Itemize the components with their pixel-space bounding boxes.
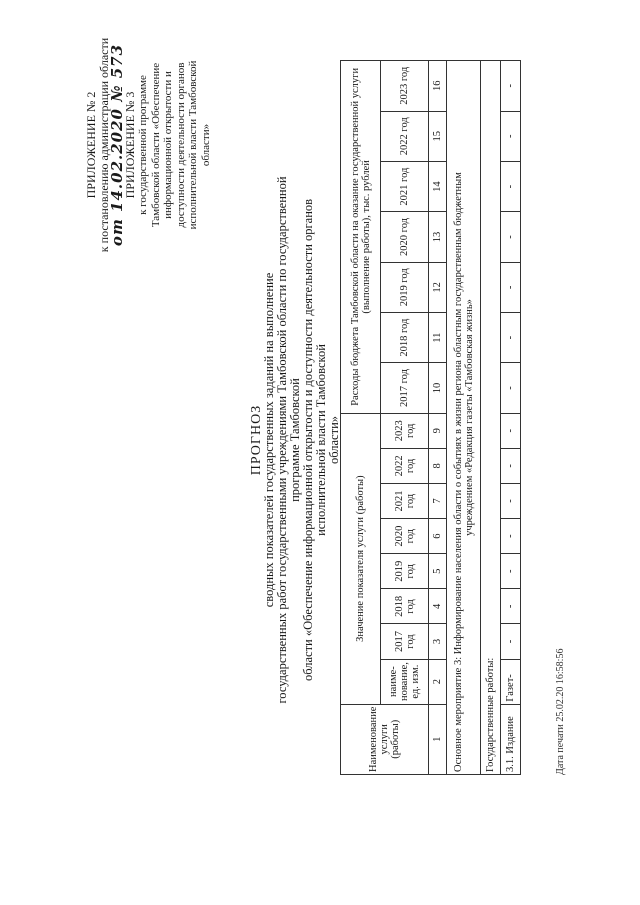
program-line-6: области» (199, 123, 212, 167)
appendix-block (85, 25, 212, 265)
column-number: 7 (429, 483, 447, 518)
header-year: 2020 год (381, 519, 429, 554)
row-value: - (501, 363, 521, 413)
header-year: 2018 год (381, 312, 429, 362)
works-row (481, 61, 501, 775)
row-value: - (501, 483, 521, 518)
header-year: 2021 год (381, 161, 429, 211)
program-line-1: к государственной программе (137, 75, 149, 215)
document-title (250, 170, 341, 710)
works-label: Государственные работы: (481, 61, 501, 775)
program-line-5: исполнительной власти Тамбовской (187, 60, 199, 230)
header-year: 2022 год (381, 111, 429, 161)
column-number: 12 (429, 262, 447, 312)
column-number-row (429, 61, 447, 775)
column-number: 6 (429, 519, 447, 554)
column-number: 1 (429, 704, 447, 774)
column-number: 13 (429, 212, 447, 262)
column-number: 16 (429, 61, 447, 112)
header-year: 2023 год (381, 61, 429, 112)
activity-line-1: Основное мероприятие 3: Информирование населения области о событиях в жизни региона областным государственным бюджетным (452, 172, 464, 772)
column-number: 15 (429, 111, 447, 161)
header-year: 2019 год (381, 554, 429, 589)
header-year: 2019 год (381, 262, 429, 312)
column-number: 4 (429, 589, 447, 624)
activity-row (447, 61, 481, 775)
row-value: - (501, 448, 521, 483)
row-value: - (501, 61, 521, 112)
row-value: - (501, 624, 521, 659)
header-year: 2018 год (381, 589, 429, 624)
row-unit: Газет- (501, 659, 521, 704)
header-year: 2023 год (381, 413, 429, 448)
forecast-table (340, 60, 521, 775)
title-line-2: государственных работ государственными учреждениями Тамбовской области по государственной программе Тамбовской (275, 176, 302, 704)
header-indicator-group: Значение показателя услуги (работы) (341, 413, 381, 704)
row-value: - (501, 413, 521, 448)
row-value: - (501, 111, 521, 161)
print-date: Дата печати 25.02.20 16:58:56 (555, 648, 566, 775)
column-number: 5 (429, 554, 447, 589)
title-line-3: области «Обеспечение информационной открытости и доступности деятельности органов исполнительной власти Тамбовской (301, 198, 328, 682)
program-line-4: доступности деятельности органов (174, 62, 187, 228)
title-heading: ПРОГНОЗ (249, 404, 264, 476)
header-unit: наиме-нование, ед. изм. (381, 659, 429, 704)
decree-reference: к постановлению администрации области (97, 37, 111, 253)
header-year: 2020 год (381, 212, 429, 262)
activity-cell (447, 61, 481, 775)
handwritten-date-number: от 14.02.2020 № 573 (108, 43, 126, 247)
row-value: - (501, 519, 521, 554)
header-year: 2017 год (381, 624, 429, 659)
row-value: - (501, 212, 521, 262)
column-number: 9 (429, 413, 447, 448)
title-line-4: области» (327, 415, 341, 465)
column-number: 14 (429, 161, 447, 211)
program-line-2: Тамбовской области «Обеспечение (149, 62, 162, 228)
title-line-1: сводных показателей государственных заданий на выполнение (262, 272, 276, 608)
header-year: 2021 год (381, 483, 429, 518)
row-value: - (501, 312, 521, 362)
row-service-name: 3.1. Издание (501, 704, 521, 774)
column-number: 11 (429, 312, 447, 362)
column-number: 10 (429, 363, 447, 413)
column-number: 8 (429, 448, 447, 483)
column-number: 3 (429, 624, 447, 659)
column-number: 2 (429, 659, 447, 704)
row-value: - (501, 589, 521, 624)
program-line-3: информационной открытости и (162, 71, 174, 219)
row-value: - (501, 554, 521, 589)
header-service-name: Наименование услуги (работы) (341, 704, 429, 774)
table-row (501, 61, 521, 775)
header-expenses-group: Расходы бюджета Тамбовской области на оказание государственной услуги (выполнение работы), тыс. рублей (341, 61, 381, 414)
row-value: - (501, 161, 521, 211)
header-year: 2022 год (381, 448, 429, 483)
header-year: 2017 год (381, 363, 429, 413)
appendix-3-title: ПРИЛОЖЕНИЕ № 3 (123, 91, 137, 199)
appendix-2-title: ПРИЛОЖЕНИЕ № 2 (84, 91, 98, 199)
row-value: - (501, 262, 521, 312)
activity-line-2: учреждением «Редакция газеты «Тамбовская жизнь» (463, 299, 475, 536)
